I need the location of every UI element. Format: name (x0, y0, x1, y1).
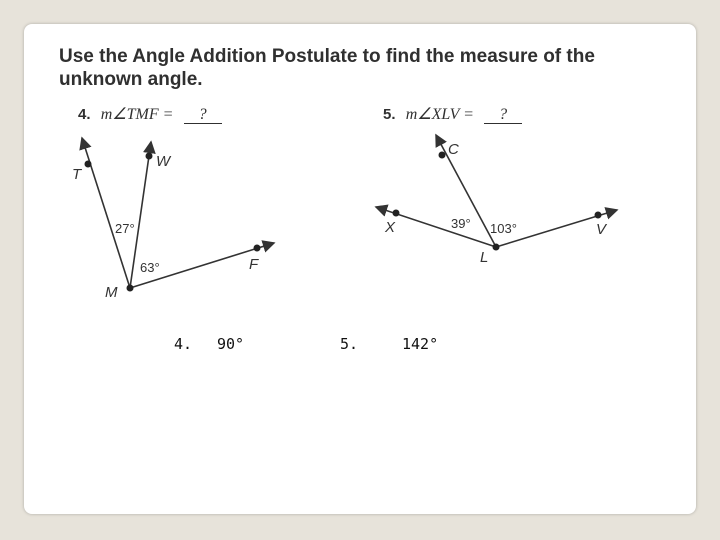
angle-figures (24, 24, 696, 514)
point-T (85, 161, 92, 168)
label-F: F (249, 256, 259, 273)
ray-MT (82, 138, 130, 288)
label-L: L (480, 249, 489, 266)
answer-5-value: 142° (402, 335, 439, 353)
answer-4-number: 4. (174, 335, 193, 353)
label-C: C (448, 141, 459, 158)
point-M (127, 285, 134, 292)
point-V (595, 212, 602, 219)
problem-4-expression: m∠TMF = (100, 106, 174, 123)
answer-4-value: 90° (217, 335, 245, 353)
label-T: T (72, 166, 82, 183)
label-X: X (385, 219, 396, 236)
angle-XLC-measure: 39° (451, 216, 471, 231)
label-V: V (596, 221, 607, 238)
problem-4-number: 4. (78, 106, 91, 123)
point-X (393, 210, 400, 217)
answer-5-number: 5. (340, 335, 359, 353)
label-M: M (105, 284, 118, 301)
figure-5 (376, 135, 617, 266)
problem-5-blank: ? (484, 107, 522, 124)
figure-4 (72, 138, 274, 301)
point-W (146, 153, 153, 160)
label-W: W (156, 153, 171, 170)
slide (24, 24, 696, 514)
problem-heading: Use the Angle Addition Postulate to find the measure of the unknown angle. (59, 46, 595, 90)
problem-4-blank: ? (184, 107, 222, 124)
angle-CLV-measure: 103° (490, 221, 517, 236)
problem-5-expression: m∠XLV = (405, 106, 474, 123)
problem-5-number: 5. (383, 106, 396, 123)
point-L (493, 244, 500, 251)
point-C (439, 152, 446, 159)
point-F (254, 245, 261, 252)
angle-TMW-measure: 27° (115, 221, 135, 236)
angle-WMF-measure: 63° (140, 260, 160, 275)
